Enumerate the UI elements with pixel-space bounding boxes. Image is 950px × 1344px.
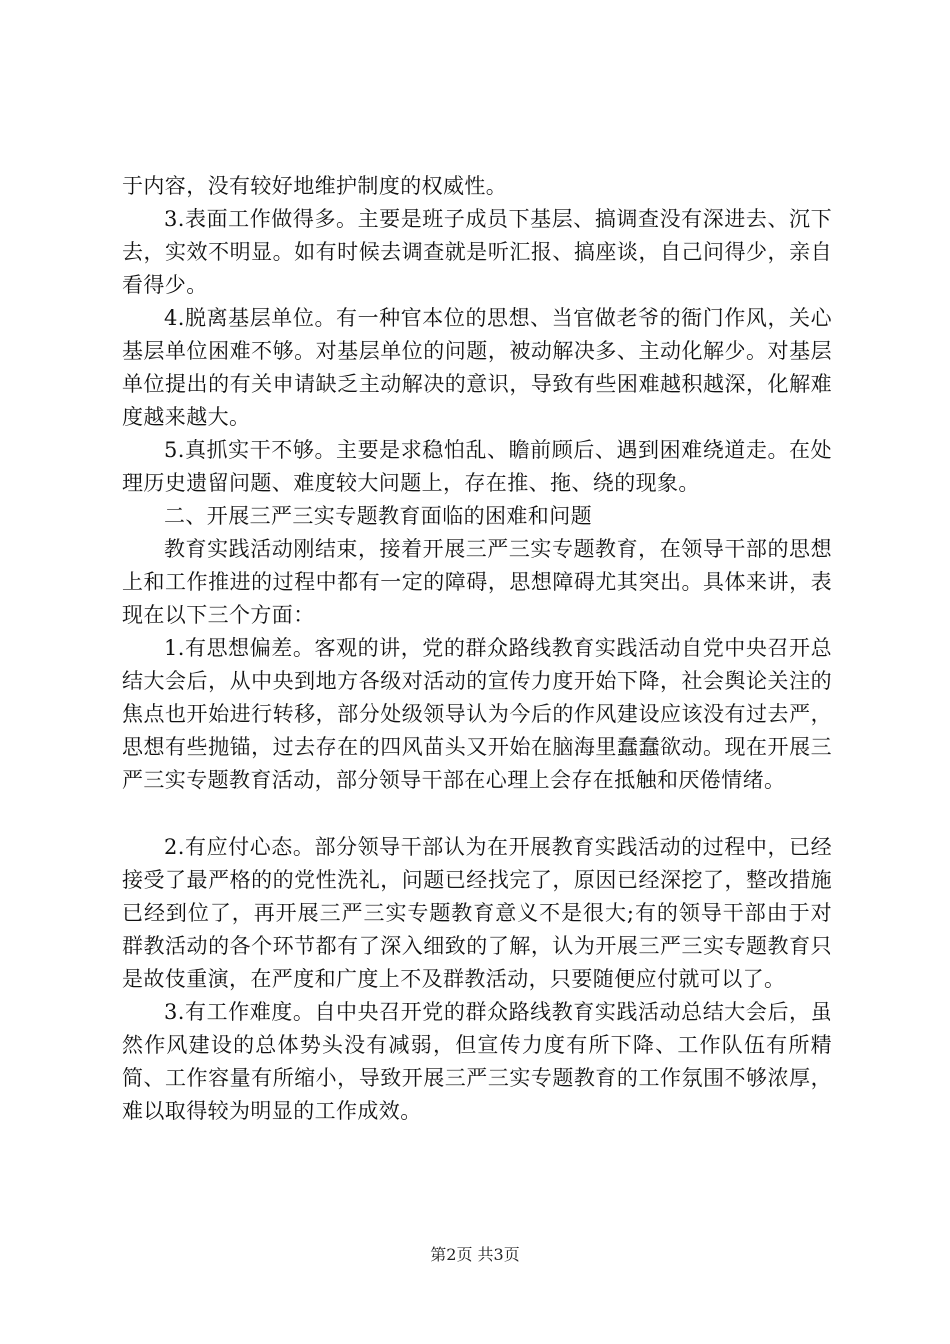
page-footer: 第2页 共3页 xyxy=(430,1245,520,1264)
section-heading: 二、开展三严三实专题教育面临的困难和问题 xyxy=(164,504,592,528)
paragraph-item-4: 4.脱离基层单位。有一种官本位的思想、当官做老爷的衙门作风，关心基层单位困难不够。对基层单位的问题，被动解决多、主动化解少。对基层单位提出的有关申请缺乏主动解决的意识，导致有些困难越积越深，化解难度越来越大。 xyxy=(122,306,832,429)
paragraph-problem-1: 1.有思想偏差。客观的讲，党的群众路线教育实践活动自党中央召开总结大会后，从中央到地方各级对活动的宣传力度开始下降，社会舆论关注的焦点也开始进行转移，部分处级领导认为今后的作风建设应该没有过去严，思想有些抛锚，过去存在的四风苗头又开始在脑海里蠢蠢欲动。现在开展三严三实专题教育活动，部分领导干部在心理上会存在抵触和厌倦情绪。 xyxy=(122,636,832,792)
paragraph-continuation: 于内容，没有较好地维护制度的权威性。 xyxy=(122,174,508,198)
paragraph-problem-2: 2.有应付心态。部分领导干部认为在开展教育实践活动的过程中，已经接受了最严格的的党性洗礼，问题已经找完了，原因已经深挖了，整改措施已经到位了，再开展三严三实专题教育意义不是很大;有的领导干部由于对群教活动的各个环节都有了深入细致的了解，认为开展三严三实专题教育只是故伎重演，在严度和广度上不及群教活动，只要随便应付就可以了。 xyxy=(122,835,832,991)
paragraph-item-5: 5.真抓实干不够。主要是求稳怕乱、瞻前顾后、遇到困难绕道走。在处理历史遗留问题、难度较大问题上，存在推、拖、绕的现象。 xyxy=(122,438,832,495)
paragraph-item-3: 3.表面工作做得多。主要是班子成员下基层、搞调查没有深进去、沉下去，实效不明显。如有时候去调查就是听汇报、搞座谈，自己问得少，亲自看得少。 xyxy=(122,207,832,297)
paragraph-problem-3: 3.有工作难度。自中央召开党的群众路线教育实践活动总结大会后，虽然作风建设的总体势头没有减弱，但宣传力度有所下降、工作队伍有所精简、工作容量有所缩小，导致开展三严三实专题教育的工作氛围不够浓厚，难以取得较为明显的工作成效。 xyxy=(122,1000,832,1123)
paragraph-intro: 教育实践活动刚结束，接着开展三严三实专题教育，在领导干部的思想上和工作推进的过程中都有一定的障碍，思想障碍尤其突出。具体来讲，表现在以下三个方面： xyxy=(122,537,832,627)
document-body xyxy=(122,170,832,1128)
